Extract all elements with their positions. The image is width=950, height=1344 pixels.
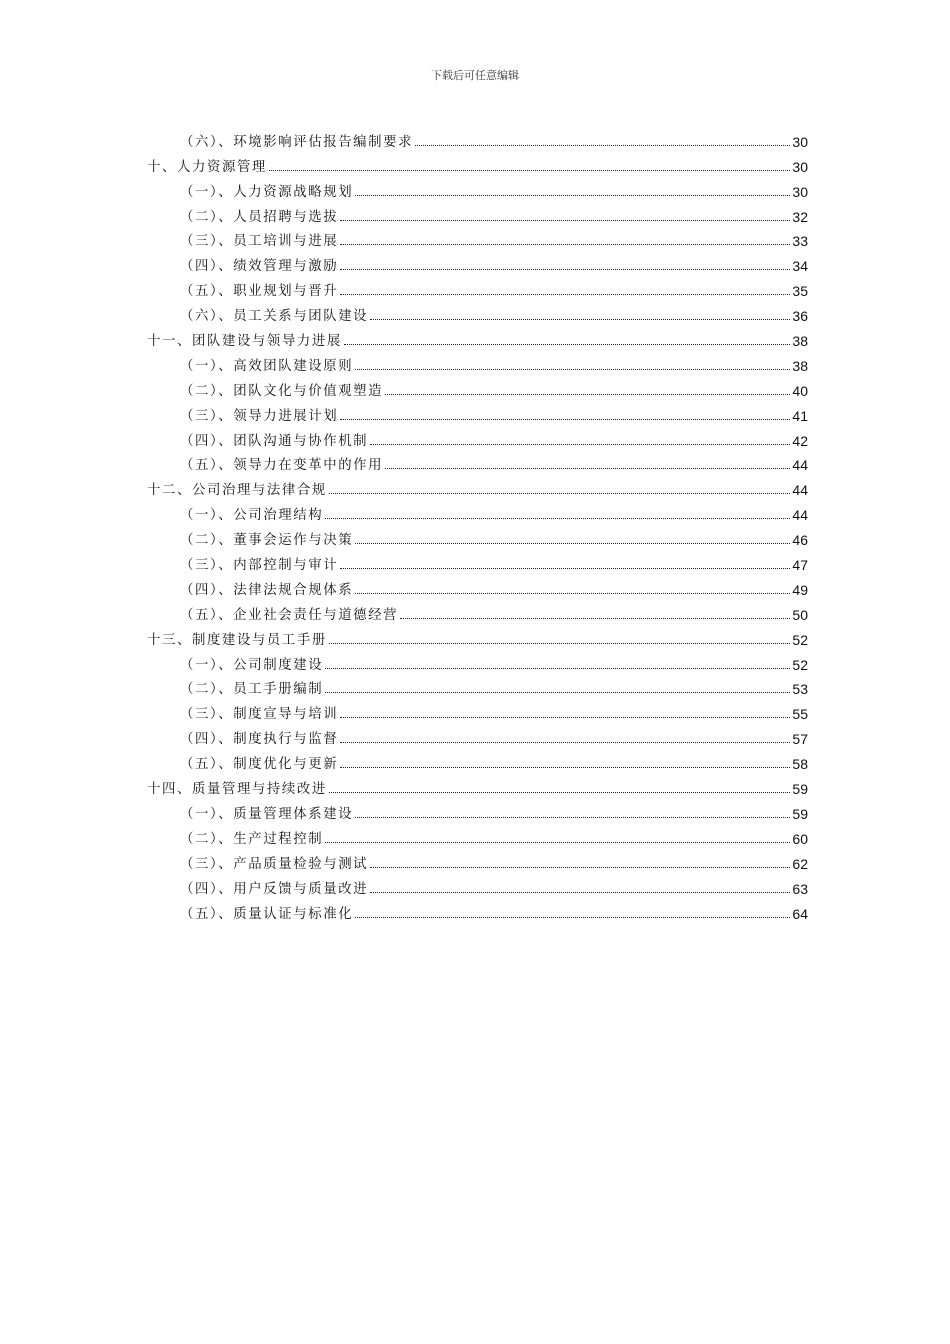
toc-page-number: 47	[792, 557, 808, 574]
toc-section-entry[interactable]	[147, 872, 808, 897]
dot-leader	[370, 892, 790, 893]
toc-page-number: 60	[792, 830, 808, 847]
toc-page-number: 30	[792, 133, 808, 150]
table-of-contents	[147, 125, 808, 922]
toc-page-number: 63	[792, 880, 808, 897]
dot-leader	[329, 493, 791, 494]
toc-page-number: 58	[792, 756, 808, 773]
toc-entry-title: （二）、团队文化与价值观塑造	[180, 383, 384, 399]
toc-page-number: 53	[792, 681, 808, 698]
toc-entry-title: （六）、员工关系与团队建设	[180, 309, 369, 325]
dot-leader	[370, 444, 790, 445]
toc-section-entry[interactable]	[147, 648, 808, 673]
dot-leader	[340, 742, 790, 743]
toc-page-number: 32	[792, 208, 808, 225]
toc-section-entry[interactable]	[147, 225, 808, 250]
toc-entry-title: （四）、法律法规合规体系	[180, 582, 354, 598]
toc-entry-title: （一）、人力资源战略规划	[180, 184, 354, 200]
toc-entry-title: （四）、制度执行与监督	[180, 732, 339, 748]
dot-leader	[329, 792, 791, 793]
toc-entry-title: （一）、公司治理结构	[180, 508, 324, 524]
toc-entry-title: （五）、职业规划与晋升	[180, 284, 339, 300]
toc-chapter-entry[interactable]	[147, 150, 808, 175]
toc-entry-title: （二）、人员招聘与选拔	[180, 209, 339, 225]
dot-leader	[355, 369, 790, 370]
toc-page-number: 52	[792, 631, 808, 648]
toc-section-entry[interactable]	[147, 897, 808, 922]
toc-page-number: 64	[792, 905, 808, 922]
dot-leader	[325, 842, 790, 843]
dot-leader	[355, 593, 790, 594]
toc-section-entry[interactable]	[147, 424, 808, 449]
toc-entry-title: 十三、制度建设与员工手册	[147, 632, 327, 648]
dot-leader	[325, 668, 790, 669]
toc-entry-title: （二）、员工手册编制	[180, 682, 324, 698]
toc-section-entry[interactable]	[147, 722, 808, 747]
toc-section-entry[interactable]	[147, 274, 808, 299]
toc-page-number: 34	[792, 258, 808, 275]
toc-entry-title: 十四、质量管理与持续改进	[147, 782, 327, 798]
toc-entry-title: （二）、生产过程控制	[180, 831, 324, 847]
dot-leader	[385, 394, 790, 395]
toc-page-number: 33	[792, 233, 808, 250]
dot-leader	[340, 269, 790, 270]
toc-page-number: 62	[792, 855, 808, 872]
toc-page-number: 40	[792, 382, 808, 399]
toc-page-number: 57	[792, 731, 808, 748]
toc-entry-title: 十二、公司治理与法律合规	[147, 483, 327, 499]
dot-leader	[355, 195, 790, 196]
toc-entry-title: （六）、环境影响评估报告编制要求	[180, 134, 414, 150]
toc-section-entry[interactable]	[147, 797, 808, 822]
dot-leader	[344, 344, 791, 345]
toc-page-number: 35	[792, 283, 808, 300]
dot-leader	[340, 717, 790, 718]
dot-leader	[340, 767, 790, 768]
toc-chapter-entry[interactable]	[147, 324, 808, 349]
toc-page-number: 55	[792, 706, 808, 723]
toc-entry-title: 十、人力资源管理	[147, 159, 267, 175]
toc-section-entry[interactable]	[147, 249, 808, 274]
toc-section-entry[interactable]	[147, 847, 808, 872]
toc-page-number: 46	[792, 532, 808, 549]
toc-section-entry[interactable]	[147, 598, 808, 623]
dot-leader	[329, 643, 791, 644]
dot-leader	[400, 618, 790, 619]
dot-leader	[355, 917, 790, 918]
toc-entry-title: （三）、产品质量检验与测试	[180, 856, 369, 872]
dot-leader	[355, 817, 790, 818]
toc-section-entry[interactable]	[147, 523, 808, 548]
toc-entry-title: （四）、绩效管理与激励	[180, 259, 339, 275]
toc-page-number: 42	[792, 432, 808, 449]
toc-section-entry[interactable]	[147, 548, 808, 573]
toc-section-entry[interactable]	[147, 175, 808, 200]
toc-section-entry[interactable]	[147, 299, 808, 324]
toc-page-number: 41	[792, 407, 808, 424]
toc-page-number: 44	[792, 457, 808, 474]
toc-section-entry[interactable]	[147, 498, 808, 523]
toc-section-entry[interactable]	[147, 673, 808, 698]
toc-entry-title: （四）、团队沟通与协作机制	[180, 433, 369, 449]
toc-chapter-entry[interactable]	[147, 772, 808, 797]
toc-section-entry[interactable]	[147, 573, 808, 598]
toc-page-number: 38	[792, 333, 808, 350]
toc-entry-title: （一）、高效团队建设原则	[180, 358, 354, 374]
dot-leader	[355, 543, 790, 544]
toc-section-entry[interactable]	[147, 200, 808, 225]
toc-entry-title: （五）、制度优化与更新	[180, 757, 339, 773]
toc-section-entry[interactable]	[147, 697, 808, 722]
dot-leader	[370, 319, 790, 320]
toc-chapter-entry[interactable]	[147, 623, 808, 648]
toc-section-entry[interactable]	[147, 449, 808, 474]
toc-section-entry[interactable]	[147, 747, 808, 772]
toc-section-entry[interactable]	[147, 125, 808, 150]
toc-page-number: 59	[792, 781, 808, 798]
toc-entry-title: （五）、质量认证与标准化	[180, 906, 354, 922]
toc-page-number: 49	[792, 581, 808, 598]
toc-entry-title: （三）、内部控制与审计	[180, 558, 339, 574]
toc-chapter-entry[interactable]	[147, 473, 808, 498]
toc-entry-title: （三）、领导力进展计划	[180, 408, 339, 424]
dot-leader	[325, 692, 790, 693]
dot-leader	[340, 568, 790, 569]
dot-leader	[340, 244, 790, 245]
toc-entry-title: （四）、用户反馈与质量改进	[180, 881, 369, 897]
dot-leader	[325, 518, 790, 519]
toc-entry-title: 十一、团队建设与领导力进展	[147, 334, 342, 350]
toc-page-number: 36	[792, 308, 808, 325]
dot-leader	[370, 867, 790, 868]
dot-leader	[415, 145, 790, 146]
toc-page-number: 52	[792, 656, 808, 673]
toc-section-entry[interactable]	[147, 349, 808, 374]
toc-page-number: 38	[792, 357, 808, 374]
toc-entry-title: （三）、制度宣导与培训	[180, 707, 339, 723]
page-header: 下载后可任意编辑	[431, 69, 519, 82]
toc-page-number: 30	[792, 183, 808, 200]
dot-leader	[340, 220, 790, 221]
toc-page-number: 44	[792, 507, 808, 524]
toc-page-number: 59	[792, 805, 808, 822]
toc-entry-title: （一）、公司制度建设	[180, 657, 324, 673]
toc-entry-title: （五）、领导力在变革中的作用	[180, 458, 384, 474]
dot-leader	[340, 419, 790, 420]
toc-entry-title: （一）、质量管理体系建设	[180, 806, 354, 822]
toc-section-entry[interactable]	[147, 399, 808, 424]
toc-entry-title: （五）、企业社会责任与道德经营	[180, 607, 399, 623]
toc-page-number: 50	[792, 606, 808, 623]
toc-section-entry[interactable]	[147, 822, 808, 847]
toc-section-entry[interactable]	[147, 374, 808, 399]
dot-leader	[269, 170, 790, 171]
dot-leader	[385, 468, 790, 469]
toc-entry-title: （三）、员工培训与进展	[180, 234, 339, 250]
dot-leader	[340, 294, 790, 295]
toc-entry-title: （二）、董事会运作与决策	[180, 533, 354, 549]
toc-page-number: 30	[792, 158, 808, 175]
toc-page-number: 44	[792, 482, 808, 499]
